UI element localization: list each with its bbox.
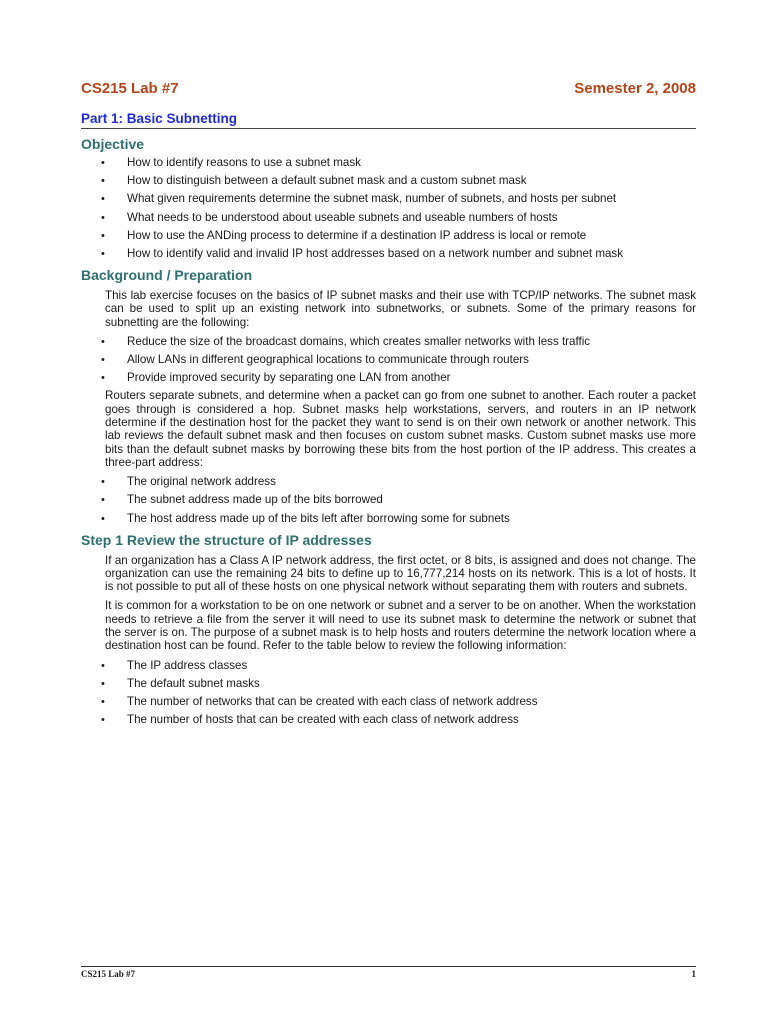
list-item: • The host address made up of the bits left after borrowing some for subnets bbox=[81, 512, 696, 526]
review-list bbox=[81, 659, 696, 728]
objective-list bbox=[81, 156, 696, 261]
page-number: 1 bbox=[691, 969, 696, 979]
list-item: • How to identify reasons to use a subnet mask bbox=[81, 156, 696, 170]
footer-title: CS215 Lab #7 bbox=[81, 969, 136, 979]
list-item: • How to distinguish between a default subnet mask and a custom subnet mask bbox=[81, 174, 696, 188]
list-item: • The number of hosts that can be created with each class of network address bbox=[81, 713, 696, 727]
page-footer bbox=[81, 966, 696, 979]
address-parts-list bbox=[81, 475, 696, 525]
list-item: • The original network address bbox=[81, 475, 696, 489]
list-item: • What needs to be understood about useable subnets and useable numbers of hosts bbox=[81, 211, 696, 225]
list-item: • What given requirements determine the subnet mask, number of subnets, and hosts per subnet bbox=[81, 192, 696, 206]
part-title: Part 1: Basic Subnetting bbox=[81, 111, 696, 129]
step1-paragraph-2: It is common for a workstation to be on one network or subnet and a server to be on another. When the workstation needs to retrieve a file from the server it will need to use its subnet mask to determine the network or subnet that the server is on. The purpose of a subnet mask is to help hosts and routers determine the network location where a destination host can be found. Refer to the table below to review the following information: bbox=[105, 599, 696, 653]
list-item: • The default subnet masks bbox=[81, 677, 696, 691]
course-title: CS215 Lab #7 bbox=[81, 80, 179, 97]
semester-label: Semester 2, 2008 bbox=[574, 80, 696, 97]
main-content bbox=[81, 134, 696, 731]
reasons-list bbox=[81, 335, 696, 385]
page-header bbox=[81, 80, 696, 97]
list-item: • Allow LANs in different geographical locations to communicate through routers bbox=[81, 353, 696, 367]
list-item: • The IP address classes bbox=[81, 659, 696, 673]
list-item: • Provide improved security by separating one LAN from another bbox=[81, 371, 696, 385]
list-item: • The number of networks that can be created with each class of network address bbox=[81, 695, 696, 709]
objective-heading: Objective bbox=[81, 136, 145, 152]
list-item: • The subnet address made up of the bits borrowed bbox=[81, 493, 696, 507]
background-heading: Background / Preparation bbox=[81, 266, 253, 283]
list-item: • How to identify valid and invalid IP host addresses based on a network number and subnet mask bbox=[81, 247, 696, 261]
list-item: • How to use the ANDing process to determine if a destination IP address is local or remote bbox=[81, 229, 696, 243]
step1-paragraph-1: If an organization has a Class A IP network address, the first octet, or 8 bits, is assigned and does not change. The organization can use the remaining 24 bits to define up to 16,777,214 hosts on its network. This is a lot of hosts. It is not possible to put all of these hosts on one physical network without separating them with routers and subnets. bbox=[105, 553, 696, 594]
step1-heading: Step 1 Review the structure of IP addresses bbox=[81, 531, 372, 548]
background-paragraph-2: Routers separate subnets, and determine when a packet can go from one subnet to another. Each router a packet goes through is considered a hop. Subnet masks help workstations, servers, and routers in an IP network determine if the destination host for the packet they want to send is on their own network or another network. This lab reviews the default subnet mask and then focuses on custom subnet masks. Custom subnet masks use more bits than the default subnet masks by borrowing these bits from the host portion of the IP address. This creates a three-part address: bbox=[105, 389, 696, 469]
list-item: • Reduce the size of the broadcast domains, which creates smaller networks with less traffic bbox=[81, 335, 696, 349]
background-paragraph-1: This lab exercise focuses on the basics of IP subnet masks and their use with TCP/IP networks. The subnet mask can be used to split up an existing network into subnetworks, or subnets. Some of the primary reasons for subnetting are the following: bbox=[105, 288, 696, 329]
